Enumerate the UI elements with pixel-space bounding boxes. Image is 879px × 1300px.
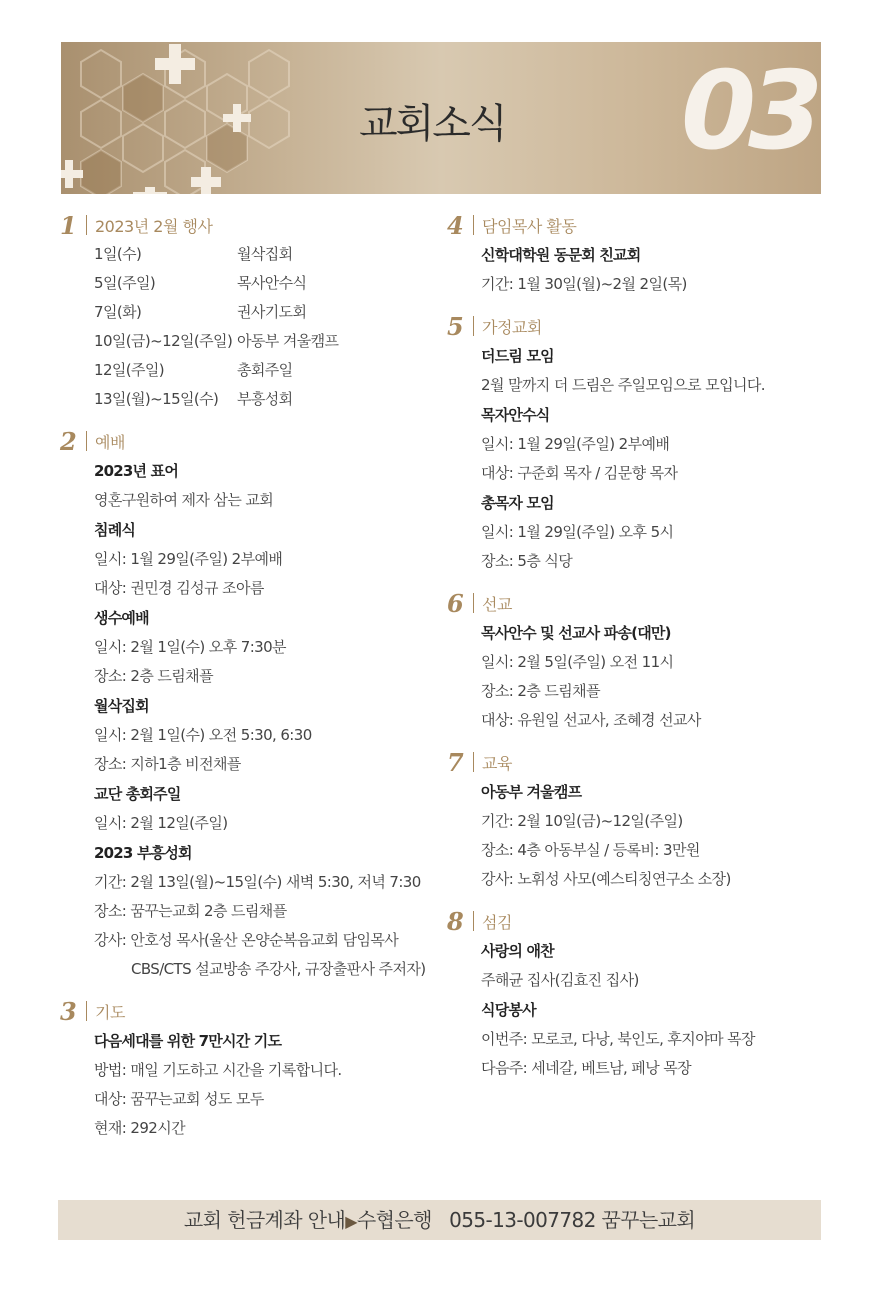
schedule-row — [94, 327, 440, 356]
section-education — [447, 747, 827, 894]
item-line: 일시: 2월 5일(주일) 오전 11시 — [481, 653, 674, 671]
schedule-row — [94, 385, 440, 414]
section-number: 8 — [447, 906, 464, 936]
item-line: 기간: 1월 30일(월)~2월 2일(목) — [481, 275, 687, 293]
section-divider — [473, 316, 474, 336]
schedule-event: 부흥성회 — [237, 390, 293, 408]
schedule-date: 13일(월)~15일(수) — [94, 390, 219, 408]
section-service — [447, 906, 827, 1083]
item-heading: 목자안수식 — [481, 406, 550, 424]
item-line: 장소: 4층 아동부실 / 등록비: 3만원 — [481, 841, 700, 859]
item-line: 기간: 2월 13일(월)~15일(수) 새벽 5:30, 저녁 7:30 — [94, 873, 421, 891]
section-heading — [447, 906, 827, 936]
section-worship — [60, 426, 440, 984]
footer-label: 교회 헌금계좌 안내 — [183, 1208, 346, 1232]
item-line: 대상: 구준회 목자 / 김문향 목자 — [481, 464, 678, 482]
section-heading — [447, 588, 827, 618]
section-number: 5 — [447, 311, 464, 341]
section-heading — [60, 426, 440, 456]
hexagon-pattern-decoration — [61, 42, 391, 194]
item-line: 장소: 꿈꾸는교회 2층 드림채플 — [94, 902, 287, 920]
item-line: 현재: 292시간 — [94, 1119, 186, 1137]
section-divider — [86, 431, 87, 451]
item-line: 장소: 2층 드림채플 — [94, 667, 213, 685]
bank-name: 수협은행 — [356, 1208, 432, 1232]
section-heading — [60, 210, 440, 240]
section-title: 교육 — [482, 753, 512, 773]
item-line: 장소: 지하1층 비전채플 — [94, 755, 241, 773]
account-number: 055-13-007782 꿈꾸는교회 — [449, 1208, 696, 1232]
header-banner — [61, 42, 821, 194]
item-line: 대상: 꿈꾸는교회 성도 모두 — [94, 1090, 264, 1108]
section-number: 3 — [60, 996, 77, 1026]
item-line: 장소: 5층 식당 — [481, 552, 573, 570]
item-heading: 목사안수 및 선교사 파송(대만) — [481, 624, 671, 642]
item-line: 일시: 2월 1일(수) 오전 5:30, 6:30 — [94, 726, 312, 744]
item-heading: 2023년 표어 — [94, 462, 179, 480]
item-heading: 식당봉사 — [481, 1001, 536, 1019]
section-heading — [447, 311, 827, 341]
schedule-date: 5일(주일) — [94, 274, 156, 292]
schedule-event: 권사기도회 — [237, 303, 307, 321]
left-column — [60, 210, 440, 1143]
item-heading: 다음세대를 위한 7만시간 기도 — [94, 1032, 282, 1050]
section-divider — [473, 215, 474, 235]
item-heading: 더드림 모임 — [481, 347, 554, 365]
right-column — [447, 210, 827, 1083]
section-title: 선교 — [482, 594, 512, 614]
schedule-event: 총회주일 — [237, 361, 293, 379]
schedule-row — [94, 298, 440, 327]
item-line: 기간: 2월 10일(금)~12일(주일) — [481, 812, 683, 830]
section-divider — [473, 911, 474, 931]
schedule-date: 7일(화) — [94, 303, 142, 321]
item-heading: 신학대학원 동문회 친교회 — [481, 246, 641, 264]
section-number: 4 — [447, 210, 464, 240]
item-line: 장소: 2층 드림채플 — [481, 682, 600, 700]
schedule-event: 아동부 겨울캠프 — [237, 332, 339, 350]
schedule-row — [94, 356, 440, 385]
item-line: 강사: 안호성 목사(울산 온양순복음교회 담임목사 — [94, 931, 399, 949]
item-line: 다음주: 세네갈, 베트남, 페낭 목장 — [481, 1059, 692, 1077]
section-number: 2 — [60, 426, 77, 456]
item-heading: 침례식 — [94, 521, 136, 539]
item-heading: 총목자 모임 — [481, 494, 554, 512]
schedule-date: 12일(주일) — [94, 361, 165, 379]
section-mission — [447, 588, 827, 735]
item-line-continued: CBS/CTS 설교방송 주강사, 규장출판사 주저자) — [131, 960, 426, 978]
section-number: 7 — [447, 747, 464, 777]
section-divider — [473, 593, 474, 613]
section-number: 6 — [447, 588, 464, 618]
section-house-church — [447, 311, 827, 576]
item-line: 방법: 매일 기도하고 시간을 기록합니다. — [94, 1061, 342, 1079]
item-line: 영혼구원하여 제자 삼는 교회 — [94, 491, 274, 509]
item-line: 일시: 1월 29일(주일) 2부예배 — [481, 435, 670, 453]
item-line: 이번주: 모로코, 다낭, 북인도, 후지야마 목장 — [481, 1030, 755, 1048]
schedule-date: 10일(금)~12일(주일) — [94, 332, 233, 350]
section-divider — [86, 1001, 87, 1021]
item-heading: 생수예배 — [94, 609, 149, 627]
section-prayer — [60, 996, 440, 1143]
section-events — [60, 210, 440, 414]
section-title: 2023년 2월 행사 — [95, 216, 213, 236]
page-number: 03 — [681, 49, 816, 174]
schedule-event: 월삭집회 — [237, 245, 293, 263]
section-number: 1 — [60, 210, 77, 240]
item-heading: 월삭집회 — [94, 697, 149, 715]
schedule-row — [94, 240, 440, 269]
page-title: 교회소식 — [359, 101, 506, 147]
arrow-right-icon: ▶ — [345, 1212, 357, 1231]
item-heading: 아동부 겨울캠프 — [481, 783, 582, 801]
section-title: 섬김 — [482, 912, 512, 932]
schedule-date: 1일(수) — [94, 245, 142, 263]
item-heading: 2023 부흥성회 — [94, 844, 192, 862]
item-line: 대상: 유원일 선교사, 조혜경 선교사 — [481, 711, 701, 729]
item-line: 대상: 권민경 김성규 조아름 — [94, 579, 264, 597]
schedule-row — [94, 269, 440, 298]
section-pastor-activity — [447, 210, 827, 299]
section-divider — [473, 752, 474, 772]
item-line: 2월 말까지 더 드림은 주일모임으로 모입니다. — [481, 376, 765, 394]
section-heading — [60, 996, 440, 1026]
item-heading: 교단 총회주일 — [94, 785, 181, 803]
item-line: 일시: 2월 12일(주일) — [94, 814, 228, 832]
item-line: 일시: 2월 1일(수) 오후 7:30분 — [94, 638, 286, 656]
item-line: 일시: 1월 29일(주일) 오후 5시 — [481, 523, 674, 541]
item-line: 주해균 집사(김효진 집사) — [481, 971, 639, 989]
section-title: 예배 — [95, 432, 125, 452]
item-line: 강사: 노휘성 사모(예스티칭연구소 소장) — [481, 870, 731, 888]
schedule-event: 목사안수식 — [237, 274, 307, 292]
item-heading: 사랑의 애찬 — [481, 942, 554, 960]
section-heading — [447, 747, 827, 777]
section-heading — [447, 210, 827, 240]
item-line: 일시: 1월 29일(주일) 2부예배 — [94, 550, 283, 568]
section-title: 담임목사 활동 — [482, 216, 577, 236]
section-title: 기도 — [95, 1002, 125, 1022]
offering-account-bar — [58, 1200, 821, 1240]
section-title: 가정교회 — [482, 317, 542, 337]
section-divider — [86, 215, 87, 235]
